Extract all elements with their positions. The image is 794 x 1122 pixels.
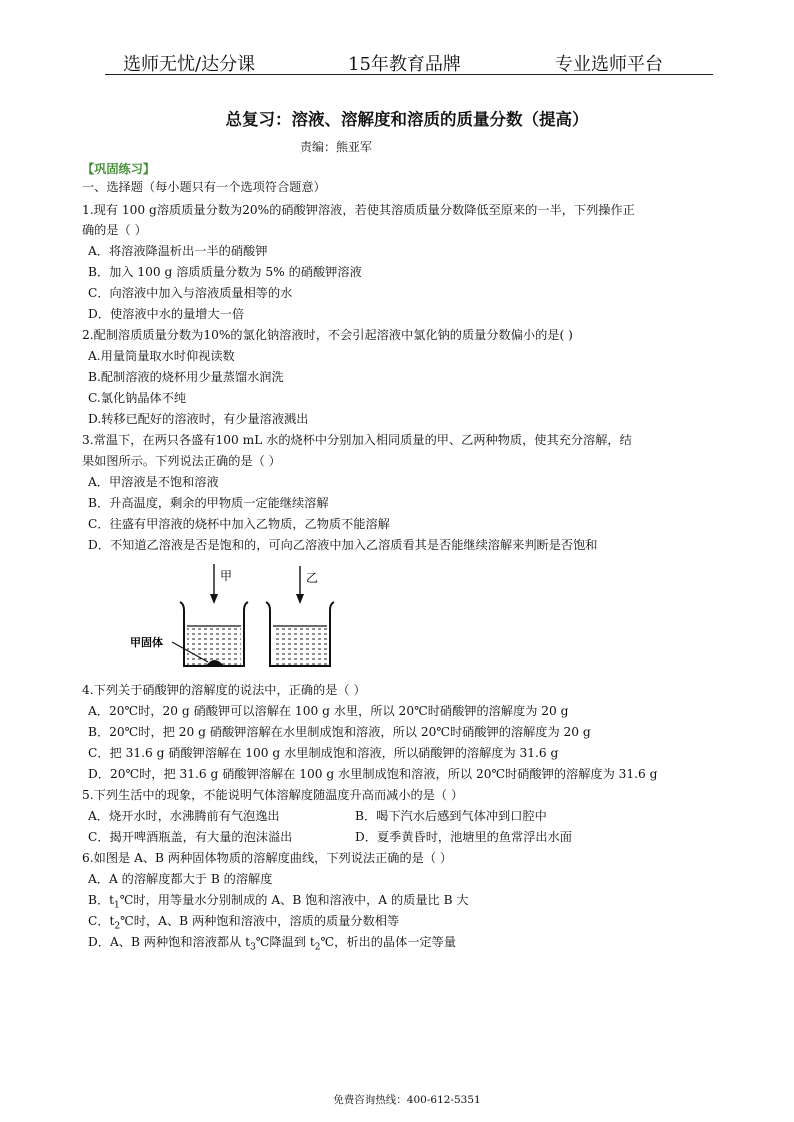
q3-option-a: A．甲溶液是不饱和溶液 xyxy=(88,475,219,489)
q1-option-d: D．使溶液中水的量增大一倍 xyxy=(88,307,245,321)
editor-line: 责编：熊亚军 xyxy=(300,140,373,154)
q1-stem-2: 确的是（ ） xyxy=(82,223,147,237)
beakers-figure xyxy=(120,562,350,674)
q1-option-a: A．将溶液降温析出一半的硝酸钾 xyxy=(88,244,268,258)
q5-option-b: B．喝下汽水后感到气体冲到口腔中 xyxy=(355,809,547,823)
q1-option-c: C．向溶液中加入与溶液质量相等的水 xyxy=(88,286,293,300)
q1-option-b: B．加入 100 g 溶质质量分数为 5% 的硝酸钾溶液 xyxy=(88,265,362,279)
q3-stem-1: 3.常温下，在两只各盛有100 mL 水的烧杯中分别加入相同质量的甲、乙两种物质，使其充分溶解，结 xyxy=(82,433,632,447)
label-solid: 甲固体 xyxy=(130,636,163,649)
q3-option-d: D．不知道乙溶液是否是饱和的，可向乙溶液中加入乙溶质看其是否能继续溶解来判断是否饱和 xyxy=(88,538,598,552)
label-yi: 乙 xyxy=(306,571,319,585)
q5-row-2 xyxy=(88,828,708,846)
q2-option-a: A.用量筒量取水时仰视读数 xyxy=(88,349,235,363)
section-tag: 【巩固练习】 xyxy=(82,162,156,176)
q2-stem: 2.配制溶质质量分数为10%的氯化钠溶液时，不会引起溶液中氯化钠的质量分数偏小的是( ) xyxy=(82,328,573,342)
q5-option-a: A．烧开水时，水沸腾前有气泡逸出 xyxy=(88,809,280,823)
q6-option-b: B．$t_1℃$时，用等量水分别制成的 A、B 饱和溶液中，A 的质量比 B 大 xyxy=(88,893,469,911)
q4-option-a: A．20℃时，20 g 硝酸钾可以溶解在 100 g 水里，所以 20℃时硝酸钾的溶解度为 20 g xyxy=(88,704,569,718)
header-left: 选师无忧/达分课 xyxy=(123,54,256,75)
label-jia: 甲 xyxy=(220,569,233,583)
arrow-jia-icon xyxy=(210,564,218,604)
q4-option-d: D．20℃时，把 31.6 g 硝酸钾溶解在 100 g 水里制成饱和溶液，所以 20℃时硝酸钾的溶解度为 31.6 g xyxy=(88,767,658,781)
q5-option-c: C．揭开啤酒瓶盖，有大量的泡沫溢出 xyxy=(88,830,293,844)
q6-option-c: C．$t_2℃$时，A、B 两种饱和溶液中，溶质的质量分数相等 xyxy=(88,914,400,932)
section-title: 一、选择题（每小题只有一个选项符合题意） xyxy=(82,180,326,194)
header-center: 15年教育品牌 xyxy=(348,54,461,75)
q6-option-d: D．A、B 两种饱和溶液都从 $t_3℃$降温到 $t_2℃$，析出的晶体一定等量 xyxy=(88,935,457,953)
q5-row-1 xyxy=(88,807,708,825)
q4-stem: 4.下列关于硝酸钾的溶解度的说法中，正确的是（ ） xyxy=(82,683,366,697)
q1-stem-1: 1.现有 100 g溶质质量分数为20%的硝酸钾溶液，若使其溶质质量分数降低至原来的一半，下列操作正 xyxy=(82,203,635,217)
q6-stem: 6.如图是 A、B 两种固体物质的溶解度曲线，下列说法正确的是（ ） xyxy=(82,851,453,865)
q3-stem-2: 果如图所示。下列说法正确的是（ ） xyxy=(82,454,281,468)
q2-option-d: D.转移已配好的溶液时，有少量溶液溅出 xyxy=(88,412,309,426)
q5-stem: 5.下列生活中的现象，不能说明气体溶解度随温度升高而减小的是（ ） xyxy=(82,788,464,802)
footer-hotline: 免费咨询热线：400-612-5351 xyxy=(333,1094,481,1106)
q3-option-b: B．升高温度，剩余的甲物质一定能继续溶解 xyxy=(88,496,329,510)
header-right: 专业选师平台 xyxy=(555,54,663,75)
q5-option-d: D．夏季黄昏时，池塘里的鱼常浮出水面 xyxy=(355,830,572,844)
page-title: 总复习：溶液、溶解度和溶质的质量分数（提高） xyxy=(225,110,589,129)
q2-option-b: B.配制溶液的烧杯用少量蒸馏水润洗 xyxy=(88,370,284,384)
q6-option-a: A．A 的溶解度都大于 B 的溶解度 xyxy=(88,872,273,886)
arrow-yi-icon xyxy=(296,566,304,604)
q3-option-c: C．往盛有甲溶液的烧杯中加入乙物质，乙物质不能溶解 xyxy=(88,517,390,531)
q2-option-c: C.氯化钠晶体不纯 xyxy=(88,391,187,405)
beaker-yi xyxy=(266,602,334,666)
page-header xyxy=(105,48,713,75)
q4-option-b: B．20℃时，把 20 g 硝酸钾溶解在水里制成饱和溶液，所以 20℃时硝酸钾的溶解度为 20 g xyxy=(88,725,591,739)
beaker-jia xyxy=(180,602,248,666)
q4-option-c: C．把 31.6 g 硝酸钾溶解在 100 g 水里制成饱和溶液，所以硝酸钾的溶解度为 31.6 g xyxy=(88,746,559,760)
